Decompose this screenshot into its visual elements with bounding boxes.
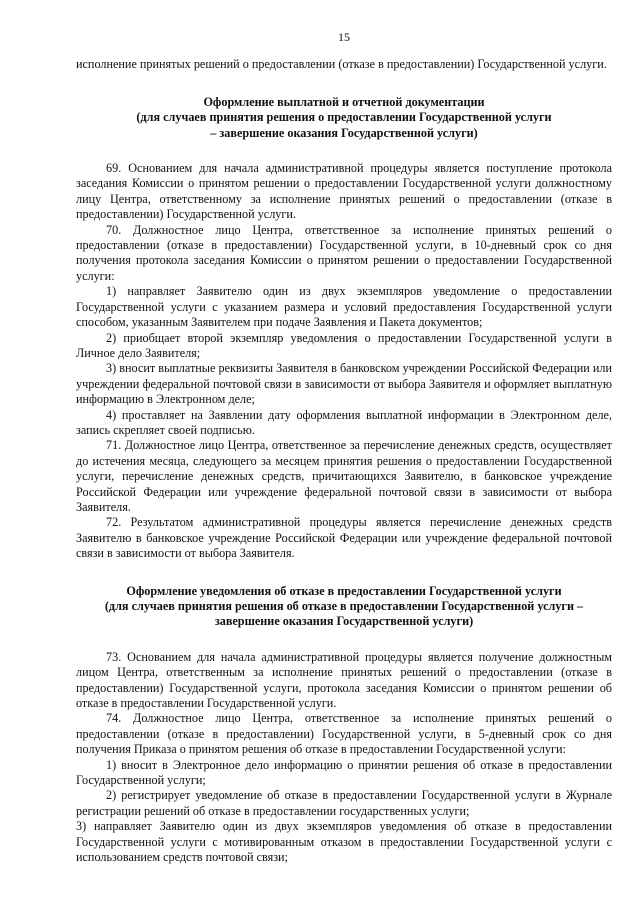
heading-line: (для случаев принятия решения о предоставлении Государственной услуги <box>136 110 552 125</box>
heading-line: завершение оказания Государственной услуги) <box>214 614 474 629</box>
paragraph-69: 69. Основанием для начала административной процедуры является поступление протокола заседания Комиссии о принятом решении о предоставлении Государственной услуги должностному лицу Центра, ответственному за исполнение принятых решений о предоставлении (отказе в предоставлении) Государственной услуги. <box>76 161 612 222</box>
intro-paragraph: исполнение принятых решений о предоставлении (отказе в предоставлении) Государственной услуги. <box>76 57 607 72</box>
paragraph-70-item-3: 3) вносит выплатные реквизиты Заявителя в банковском учреждении Российской Федерации или учреждении федеральной почтовой связи в зависимости от выбора Заявителя и оформляет выплатную информацию в Электронном деле; <box>76 361 612 407</box>
paragraph-74-item-1: 1) вносит в Электронное дело информацию о принятии решения об отказе в предоставлении Государственной услуги; <box>76 757 612 788</box>
paragraph-74-item-3: 3) направляет Заявителю один из двух экземпляров уведомления об отказе в предоставлении Государственной услуги с мотивированным отказом в предоставлении Государственной услуги с использованием средств почтовой связи; <box>76 819 612 865</box>
section-body-refusal-notice <box>76 650 612 866</box>
paragraph-72: 72. Результатом административной процедуры является перечисление денежных средств Заявителю в банковское учреждение Российской Федерации или учреждение федеральной почтовой связи в зависимости от выбора Заявителя. <box>76 515 612 561</box>
paragraph-71: 71. Должностное лицо Центра, ответственное за перечисление денежных средств, осуществляет до истечения месяца, следующего за месяцем принятия решения о предоставлении Государственной услуги, перечисление денежных средств, причитающихся Заявителю, в банковское учреждение Российской Федерации или учреждение федеральной почтовой связи в зависимости от выбора Заявителя. <box>76 438 612 514</box>
section-heading-refusal-notice <box>76 584 612 630</box>
spacer <box>76 141 612 161</box>
paragraph-70: 70. Должностное лицо Центра, ответственное за исполнение принятых решений о предоставлении (отказе в предоставлении) Государственной услуги, в 10-дневный срок со дня получения протокола заседания Комиссии о принятом решении о предоставлении Государственной услуги: <box>76 222 612 283</box>
spacer <box>76 73 612 95</box>
spacer <box>76 630 612 650</box>
paragraph-70-item-4: 4) проставляет на Заявлении дату оформления выплатной информации в Электронном деле, запись скрепляет своей подписью. <box>76 407 612 437</box>
page-number: 15 <box>338 30 350 44</box>
heading-line: Оформление уведомления об отказе в предоставлении Государственной услуги <box>126 583 562 598</box>
section-heading-payment-docs <box>76 95 612 141</box>
heading-line: – завершение оказания Государственной услуги) <box>210 125 478 140</box>
heading-line: (для случаев принятия решения об отказе в предоставлении Государственной услуги – <box>104 599 584 613</box>
spacer <box>76 562 612 584</box>
paragraph-70-item-1: 1) направляет Заявителю один из двух экземпляров уведомление о предоставлении Государственной услуги с указанием размера и условий предоставления Государственной услуги способом, указанным Заявителем при подаче Заявления и Пакета документов; <box>76 284 612 330</box>
section-body-payment-docs <box>76 161 612 562</box>
heading-line: Оформление выплатной и отчетной документации <box>203 94 485 109</box>
paragraph-74-item-2: 2) регистрирует уведомление об отказе в предоставлении Государственной услуги в Журнале регистрации решений об отказе в предоставлении государственных услуги; <box>76 788 612 818</box>
paragraph-70-item-2: 2) приобщает второй экземпляр уведомления о предоставлении Государственной услуги в Личное дело Заявителя; <box>76 330 612 360</box>
paragraph-74: 74. Должностное лицо Центра, ответственное за исполнение принятых решений о предоставлении (отказе в предоставлении) Государственной услуги, в 5-дневный срок со дня получения Приказа о принятом решения об отказе в предоставлении Государственной услуги: <box>76 711 612 757</box>
paragraph-73: 73. Основанием для начала административной процедуры является получение должностным лицом Центра, ответственным за исполнение принятых решений о предоставлении (отказе в предоставлении) Государственной услуги, протокола заседания Комиссии о принятом решении об отказе в предоставлении Государственной услуги. <box>76 649 612 711</box>
